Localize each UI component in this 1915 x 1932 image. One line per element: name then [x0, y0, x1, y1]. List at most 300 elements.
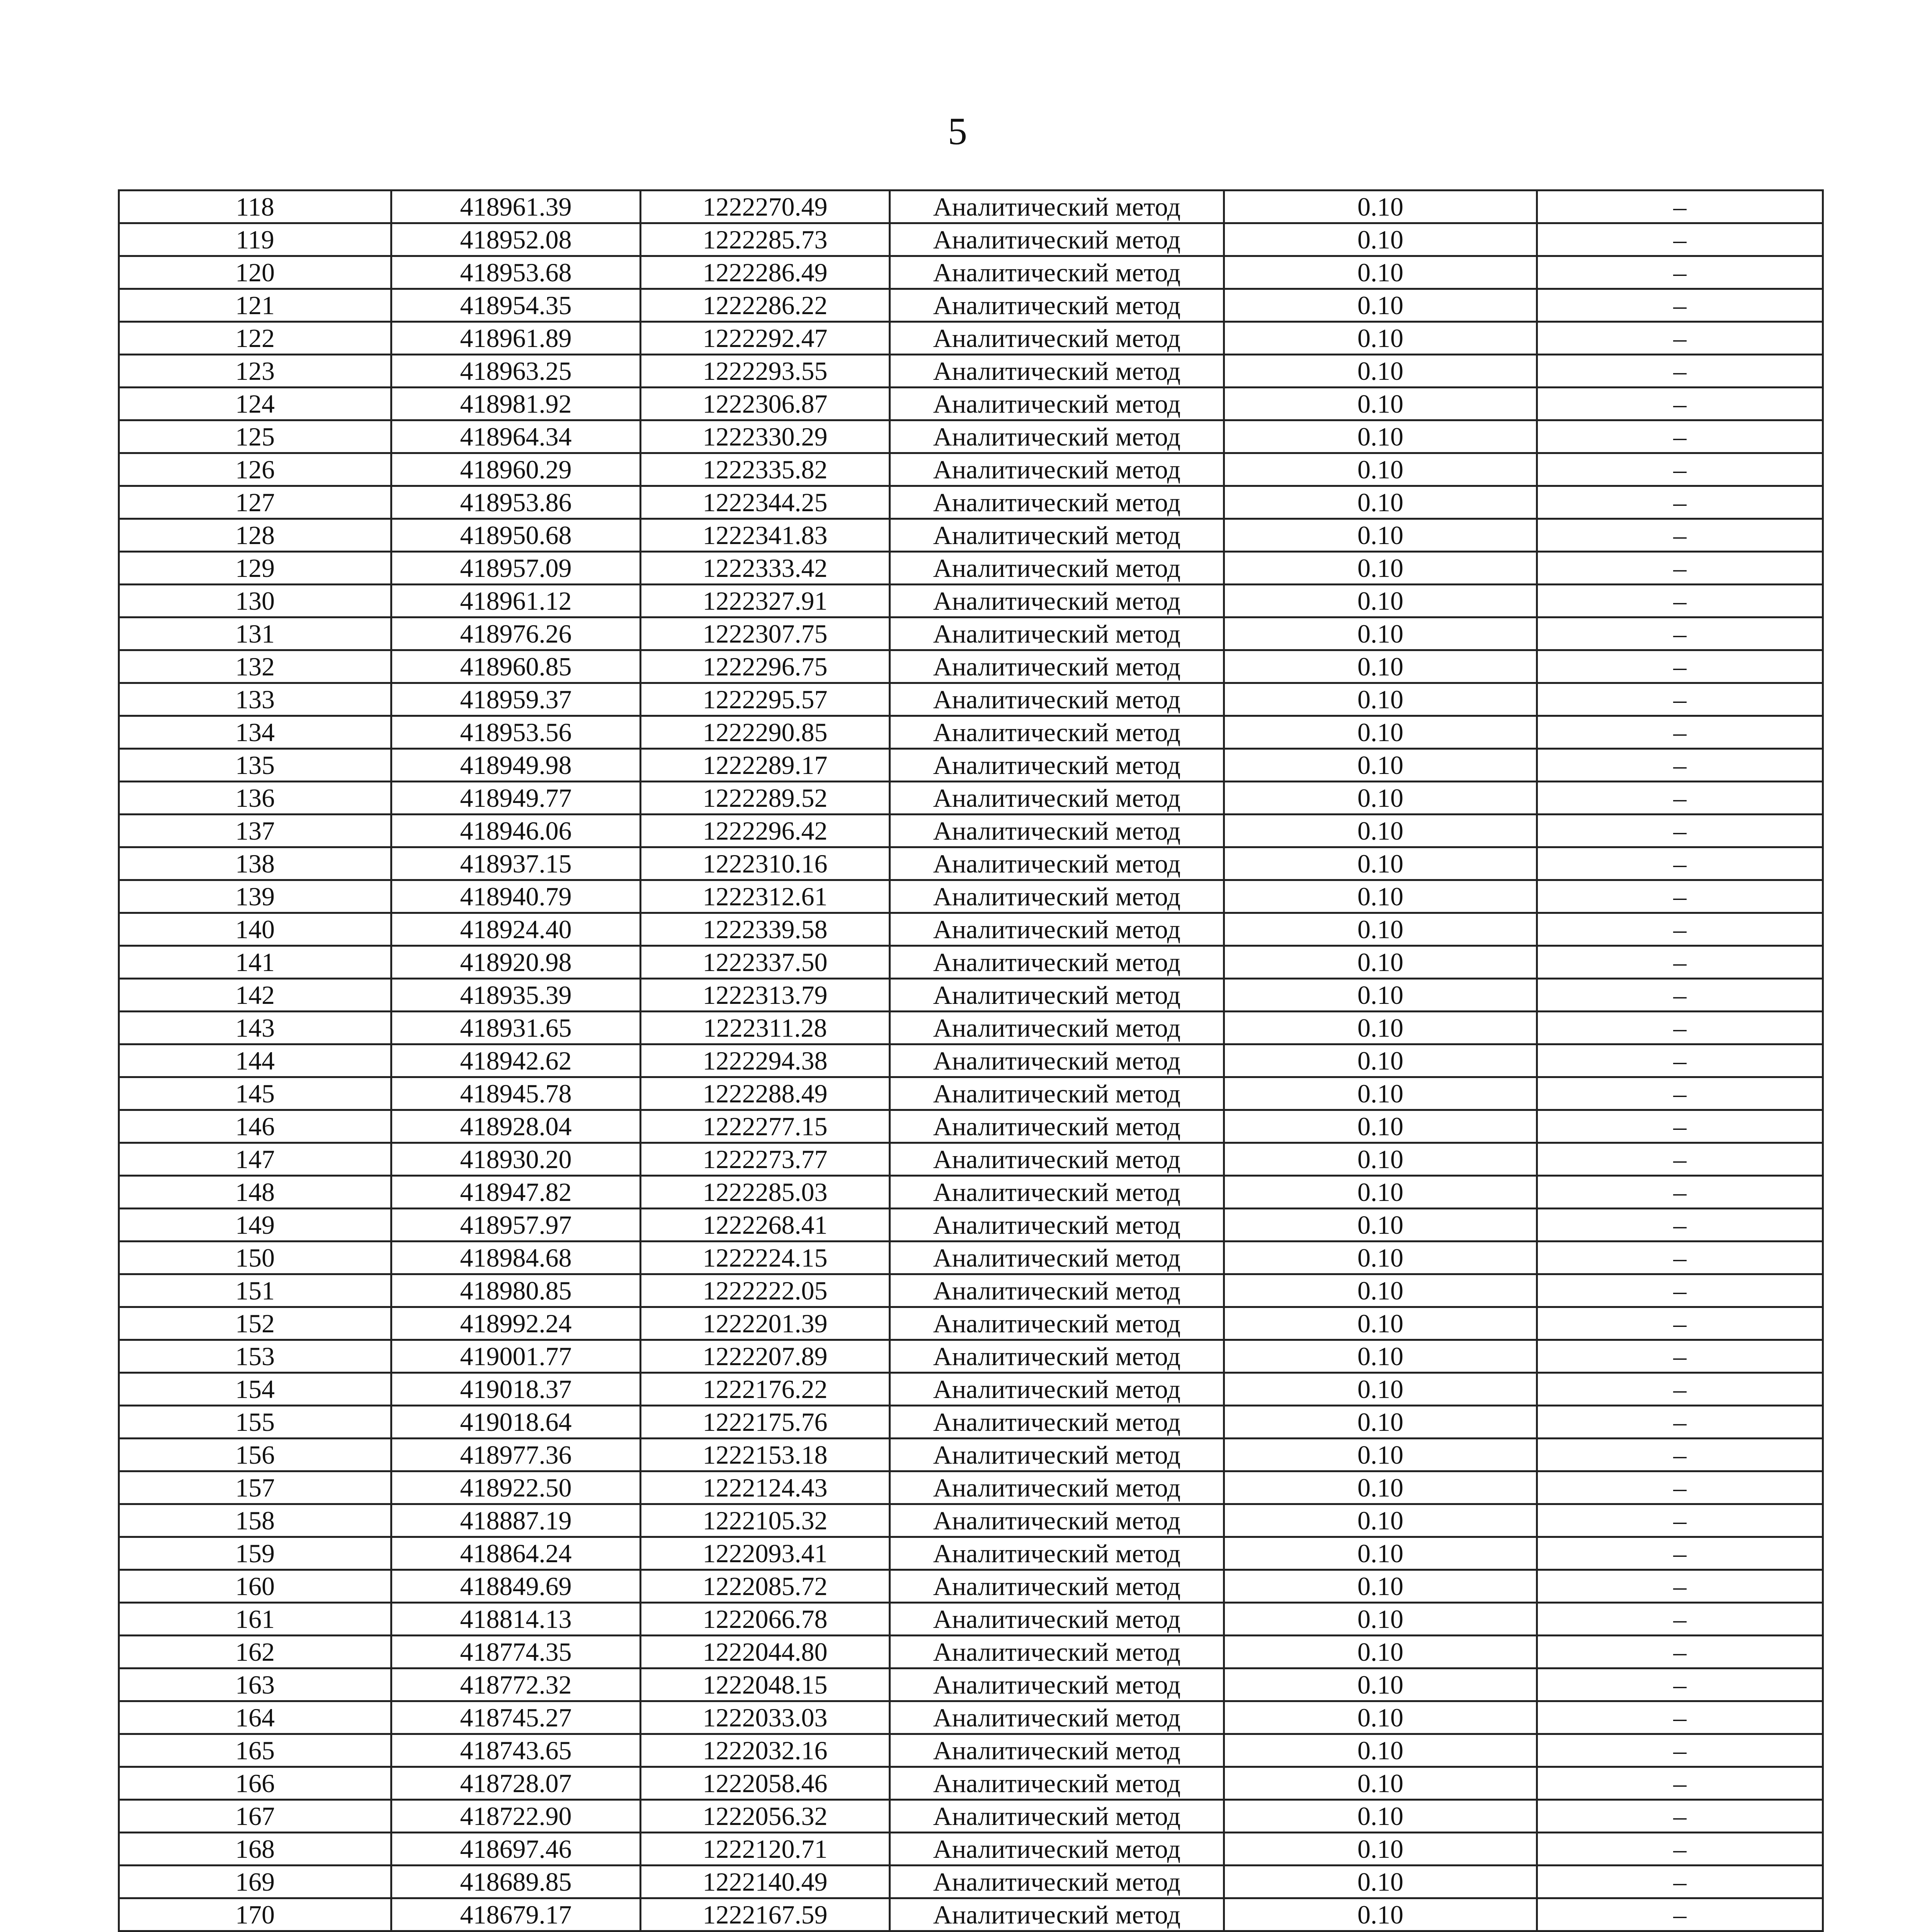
table-row — [119, 1439, 1823, 1471]
empty-dash-cell: – — [1537, 979, 1823, 1012]
table-row — [119, 847, 1823, 880]
y-coordinate-cell: 1222296.42 — [641, 815, 890, 847]
table-row — [119, 946, 1823, 979]
point-number-cell: 169 — [119, 1866, 391, 1898]
table-row — [119, 1734, 1823, 1767]
method-cell: Аналитический метод — [890, 223, 1224, 256]
y-coordinate-cell: 1222339.58 — [641, 913, 890, 946]
accuracy-cell: 0.10 — [1224, 1504, 1537, 1537]
table-row — [119, 1340, 1823, 1373]
x-coordinate-cell: 418946.06 — [391, 815, 641, 847]
method-cell: Аналитический метод — [890, 979, 1224, 1012]
method-cell: Аналитический метод — [890, 1636, 1224, 1668]
table-row — [119, 1274, 1823, 1307]
method-cell: Аналитический метод — [890, 453, 1224, 486]
empty-dash-cell: – — [1537, 1143, 1823, 1176]
accuracy-cell: 0.10 — [1224, 913, 1537, 946]
empty-dash-cell: – — [1537, 815, 1823, 847]
method-cell: Аналитический метод — [890, 650, 1224, 683]
table-row — [119, 1603, 1823, 1636]
method-cell: Аналитический метод — [890, 1307, 1224, 1340]
y-coordinate-cell: 1222311.28 — [641, 1012, 890, 1044]
point-number-cell: 168 — [119, 1833, 391, 1866]
x-coordinate-cell: 418980.85 — [391, 1274, 641, 1307]
table-row — [119, 420, 1823, 453]
x-coordinate-cell: 418920.98 — [391, 946, 641, 979]
point-number-cell: 137 — [119, 815, 391, 847]
y-coordinate-cell: 1222056.32 — [641, 1800, 890, 1833]
y-coordinate-cell: 1222066.78 — [641, 1603, 890, 1636]
empty-dash-cell: – — [1537, 1636, 1823, 1668]
method-cell: Аналитический метод — [890, 1077, 1224, 1110]
y-coordinate-cell: 1222289.17 — [641, 749, 890, 782]
method-cell: Аналитический метод — [890, 1373, 1224, 1406]
point-number-cell: 140 — [119, 913, 391, 946]
table-row — [119, 1504, 1823, 1537]
table-row — [119, 1636, 1823, 1668]
point-number-cell: 158 — [119, 1504, 391, 1537]
empty-dash-cell: – — [1537, 453, 1823, 486]
method-cell: Аналитический метод — [890, 617, 1224, 650]
table-row — [119, 1373, 1823, 1406]
empty-dash-cell: – — [1537, 913, 1823, 946]
method-cell: Аналитический метод — [890, 782, 1224, 815]
method-cell: Аналитический метод — [890, 1143, 1224, 1176]
accuracy-cell: 0.10 — [1224, 1307, 1537, 1340]
empty-dash-cell: – — [1537, 749, 1823, 782]
method-cell: Аналитический метод — [890, 256, 1224, 289]
table-row — [119, 880, 1823, 913]
empty-dash-cell: – — [1537, 1767, 1823, 1800]
accuracy-cell: 0.10 — [1224, 1077, 1537, 1110]
accuracy-cell: 0.10 — [1224, 1340, 1537, 1373]
x-coordinate-cell: 418947.82 — [391, 1176, 641, 1209]
x-coordinate-cell: 419018.37 — [391, 1373, 641, 1406]
table-row — [119, 1537, 1823, 1570]
accuracy-cell: 0.10 — [1224, 683, 1537, 716]
accuracy-cell: 0.10 — [1224, 1898, 1537, 1931]
table-row — [119, 716, 1823, 749]
accuracy-cell: 0.10 — [1224, 453, 1537, 486]
method-cell: Аналитический метод — [890, 190, 1224, 223]
method-cell: Аналитический метод — [890, 815, 1224, 847]
method-cell: Аналитический метод — [890, 1471, 1224, 1504]
x-coordinate-cell: 418960.29 — [391, 453, 641, 486]
table-row — [119, 979, 1823, 1012]
y-coordinate-cell: 1222330.29 — [641, 420, 890, 453]
accuracy-cell: 0.10 — [1224, 585, 1537, 617]
accuracy-cell: 0.10 — [1224, 486, 1537, 519]
x-coordinate-cell: 418728.07 — [391, 1767, 641, 1800]
point-number-cell: 144 — [119, 1044, 391, 1077]
y-coordinate-cell: 1222307.75 — [641, 617, 890, 650]
accuracy-cell: 0.10 — [1224, 749, 1537, 782]
y-coordinate-cell: 1222341.83 — [641, 519, 890, 552]
empty-dash-cell: – — [1537, 1570, 1823, 1603]
x-coordinate-cell: 418887.19 — [391, 1504, 641, 1537]
method-cell: Аналитический метод — [890, 1898, 1224, 1931]
table-row — [119, 519, 1823, 552]
accuracy-cell: 0.10 — [1224, 650, 1537, 683]
point-number-cell: 161 — [119, 1603, 391, 1636]
point-number-cell: 123 — [119, 355, 391, 388]
y-coordinate-cell: 1222344.25 — [641, 486, 890, 519]
x-coordinate-cell: 418942.62 — [391, 1044, 641, 1077]
point-number-cell: 120 — [119, 256, 391, 289]
table-row — [119, 1668, 1823, 1701]
point-number-cell: 166 — [119, 1767, 391, 1800]
accuracy-cell: 0.10 — [1224, 1242, 1537, 1274]
method-cell: Аналитический метод — [890, 749, 1224, 782]
y-coordinate-cell: 1222176.22 — [641, 1373, 890, 1406]
empty-dash-cell: – — [1537, 355, 1823, 388]
table-row — [119, 1044, 1823, 1077]
method-cell: Аналитический метод — [890, 1701, 1224, 1734]
y-coordinate-cell: 1222270.49 — [641, 190, 890, 223]
method-cell: Аналитический метод — [890, 1176, 1224, 1209]
accuracy-cell: 0.10 — [1224, 1866, 1537, 1898]
empty-dash-cell: – — [1537, 388, 1823, 420]
empty-dash-cell: – — [1537, 1701, 1823, 1734]
empty-dash-cell: – — [1537, 1077, 1823, 1110]
empty-dash-cell: – — [1537, 880, 1823, 913]
table-row — [119, 1800, 1823, 1833]
x-coordinate-cell: 418952.08 — [391, 223, 641, 256]
method-cell: Аналитический метод — [890, 1406, 1224, 1439]
x-coordinate-cell: 418928.04 — [391, 1110, 641, 1143]
empty-dash-cell: – — [1537, 1209, 1823, 1242]
y-coordinate-cell: 1222306.87 — [641, 388, 890, 420]
accuracy-cell: 0.10 — [1224, 322, 1537, 355]
x-coordinate-cell: 418953.68 — [391, 256, 641, 289]
method-cell: Аналитический метод — [890, 1800, 1224, 1833]
accuracy-cell: 0.10 — [1224, 1537, 1537, 1570]
method-cell: Аналитический метод — [890, 1866, 1224, 1898]
point-number-cell: 164 — [119, 1701, 391, 1734]
x-coordinate-cell: 418954.35 — [391, 289, 641, 322]
method-cell: Аналитический метод — [890, 519, 1224, 552]
x-coordinate-cell: 418953.86 — [391, 486, 641, 519]
y-coordinate-cell: 1222124.43 — [641, 1471, 890, 1504]
method-cell: Аналитический метод — [890, 1012, 1224, 1044]
point-number-cell: 157 — [119, 1471, 391, 1504]
table-row — [119, 782, 1823, 815]
point-number-cell: 150 — [119, 1242, 391, 1274]
x-coordinate-cell: 418940.79 — [391, 880, 641, 913]
empty-dash-cell: – — [1537, 847, 1823, 880]
y-coordinate-cell: 1222201.39 — [641, 1307, 890, 1340]
empty-dash-cell: – — [1537, 617, 1823, 650]
point-number-cell: 135 — [119, 749, 391, 782]
x-coordinate-cell: 418959.37 — [391, 683, 641, 716]
x-coordinate-cell: 418964.34 — [391, 420, 641, 453]
point-number-cell: 165 — [119, 1734, 391, 1767]
y-coordinate-cell: 1222277.15 — [641, 1110, 890, 1143]
empty-dash-cell: – — [1537, 1504, 1823, 1537]
table-row — [119, 289, 1823, 322]
table-row — [119, 683, 1823, 716]
method-cell: Аналитический метод — [890, 1110, 1224, 1143]
point-number-cell: 152 — [119, 1307, 391, 1340]
y-coordinate-cell: 1222293.55 — [641, 355, 890, 388]
accuracy-cell: 0.10 — [1224, 617, 1537, 650]
table-row — [119, 650, 1823, 683]
point-number-cell: 142 — [119, 979, 391, 1012]
x-coordinate-cell: 418961.39 — [391, 190, 641, 223]
point-number-cell: 125 — [119, 420, 391, 453]
method-cell: Аналитический метод — [890, 1570, 1224, 1603]
y-coordinate-cell: 1222048.15 — [641, 1668, 890, 1701]
accuracy-cell: 0.10 — [1224, 552, 1537, 585]
y-coordinate-cell: 1222296.75 — [641, 650, 890, 683]
empty-dash-cell: – — [1537, 1866, 1823, 1898]
point-number-cell: 155 — [119, 1406, 391, 1439]
empty-dash-cell: – — [1537, 322, 1823, 355]
y-coordinate-cell: 1222337.50 — [641, 946, 890, 979]
x-coordinate-cell: 418981.92 — [391, 388, 641, 420]
x-coordinate-cell: 418935.39 — [391, 979, 641, 1012]
table-row — [119, 1767, 1823, 1800]
y-coordinate-cell: 1222294.38 — [641, 1044, 890, 1077]
accuracy-cell: 0.10 — [1224, 1439, 1537, 1471]
x-coordinate-cell: 418937.15 — [391, 847, 641, 880]
method-cell: Аналитический метод — [890, 946, 1224, 979]
point-number-cell: 128 — [119, 519, 391, 552]
table-row — [119, 585, 1823, 617]
y-coordinate-cell: 1222285.03 — [641, 1176, 890, 1209]
y-coordinate-cell: 1222333.42 — [641, 552, 890, 585]
table-row — [119, 486, 1823, 519]
method-cell: Аналитический метод — [890, 683, 1224, 716]
accuracy-cell: 0.10 — [1224, 519, 1537, 552]
method-cell: Аналитический метод — [890, 388, 1224, 420]
x-coordinate-cell: 418922.50 — [391, 1471, 641, 1504]
accuracy-cell: 0.10 — [1224, 1570, 1537, 1603]
method-cell: Аналитический метод — [890, 1833, 1224, 1866]
x-coordinate-cell: 418745.27 — [391, 1701, 641, 1734]
table-row — [119, 190, 1823, 223]
table-row — [119, 1209, 1823, 1242]
point-number-cell: 147 — [119, 1143, 391, 1176]
y-coordinate-cell: 1222033.03 — [641, 1701, 890, 1734]
point-number-cell: 170 — [119, 1898, 391, 1931]
x-coordinate-cell: 418961.12 — [391, 585, 641, 617]
x-coordinate-cell: 418689.85 — [391, 1866, 641, 1898]
y-coordinate-cell: 1222273.77 — [641, 1143, 890, 1176]
empty-dash-cell: – — [1537, 1800, 1823, 1833]
empty-dash-cell: – — [1537, 256, 1823, 289]
y-coordinate-cell: 1222295.57 — [641, 683, 890, 716]
empty-dash-cell: – — [1537, 1110, 1823, 1143]
point-number-cell: 127 — [119, 486, 391, 519]
method-cell: Аналитический метод — [890, 1340, 1224, 1373]
point-number-cell: 163 — [119, 1668, 391, 1701]
y-coordinate-cell: 1222120.71 — [641, 1833, 890, 1866]
method-cell: Аналитический метод — [890, 1242, 1224, 1274]
empty-dash-cell: – — [1537, 1307, 1823, 1340]
y-coordinate-cell: 1222286.22 — [641, 289, 890, 322]
x-coordinate-cell: 418977.36 — [391, 1439, 641, 1471]
point-number-cell: 134 — [119, 716, 391, 749]
table-row — [119, 1110, 1823, 1143]
point-number-cell: 167 — [119, 1800, 391, 1833]
point-number-cell: 136 — [119, 782, 391, 815]
x-coordinate-cell: 419001.77 — [391, 1340, 641, 1373]
empty-dash-cell: – — [1537, 190, 1823, 223]
table-row — [119, 1307, 1823, 1340]
accuracy-cell: 0.10 — [1224, 1734, 1537, 1767]
method-cell: Аналитический метод — [890, 1274, 1224, 1307]
empty-dash-cell: – — [1537, 519, 1823, 552]
table-row — [119, 1176, 1823, 1209]
empty-dash-cell: – — [1537, 486, 1823, 519]
coordinates-table — [118, 189, 1824, 1932]
method-cell: Аналитический метод — [890, 1668, 1224, 1701]
method-cell: Аналитический метод — [890, 1504, 1224, 1537]
y-coordinate-cell: 1222290.85 — [641, 716, 890, 749]
accuracy-cell: 0.10 — [1224, 256, 1537, 289]
method-cell: Аналитический метод — [890, 355, 1224, 388]
accuracy-cell: 0.10 — [1224, 355, 1537, 388]
table-row — [119, 1242, 1823, 1274]
y-coordinate-cell: 1222312.61 — [641, 880, 890, 913]
point-number-cell: 130 — [119, 585, 391, 617]
accuracy-cell: 0.10 — [1224, 420, 1537, 453]
table-row — [119, 1833, 1823, 1866]
accuracy-cell: 0.10 — [1224, 815, 1537, 847]
x-coordinate-cell: 418679.17 — [391, 1898, 641, 1931]
point-number-cell: 145 — [119, 1077, 391, 1110]
table-row — [119, 749, 1823, 782]
empty-dash-cell: – — [1537, 716, 1823, 749]
point-number-cell: 146 — [119, 1110, 391, 1143]
method-cell: Аналитический метод — [890, 847, 1224, 880]
method-cell: Аналитический метод — [890, 880, 1224, 913]
x-coordinate-cell: 418950.68 — [391, 519, 641, 552]
empty-dash-cell: – — [1537, 585, 1823, 617]
point-number-cell: 126 — [119, 453, 391, 486]
method-cell: Аналитический метод — [890, 1439, 1224, 1471]
y-coordinate-cell: 1222327.91 — [641, 585, 890, 617]
y-coordinate-cell: 1222292.47 — [641, 322, 890, 355]
table-row — [119, 388, 1823, 420]
table-row — [119, 322, 1823, 355]
x-coordinate-cell: 418772.32 — [391, 1668, 641, 1701]
empty-dash-cell: – — [1537, 1340, 1823, 1373]
accuracy-cell: 0.10 — [1224, 1701, 1537, 1734]
x-coordinate-cell: 418963.25 — [391, 355, 641, 388]
x-coordinate-cell: 418743.65 — [391, 1734, 641, 1767]
table-row — [119, 256, 1823, 289]
y-coordinate-cell: 1222058.46 — [641, 1767, 890, 1800]
table-row — [119, 1077, 1823, 1110]
method-cell: Аналитический метод — [890, 420, 1224, 453]
y-coordinate-cell: 1222105.32 — [641, 1504, 890, 1537]
y-coordinate-cell: 1222085.72 — [641, 1570, 890, 1603]
accuracy-cell: 0.10 — [1224, 1012, 1537, 1044]
empty-dash-cell: – — [1537, 1898, 1823, 1931]
point-number-cell: 143 — [119, 1012, 391, 1044]
empty-dash-cell: – — [1537, 1537, 1823, 1570]
x-coordinate-cell: 418992.24 — [391, 1307, 641, 1340]
x-coordinate-cell: 418953.56 — [391, 716, 641, 749]
x-coordinate-cell: 418957.09 — [391, 552, 641, 585]
accuracy-cell: 0.10 — [1224, 1143, 1537, 1176]
page-number: 5 — [948, 110, 967, 153]
table-row — [119, 1701, 1823, 1734]
empty-dash-cell: – — [1537, 1471, 1823, 1504]
empty-dash-cell: – — [1537, 1668, 1823, 1701]
accuracy-cell: 0.10 — [1224, 1668, 1537, 1701]
empty-dash-cell: – — [1537, 650, 1823, 683]
point-number-cell: 133 — [119, 683, 391, 716]
y-coordinate-cell: 1222288.49 — [641, 1077, 890, 1110]
empty-dash-cell: – — [1537, 946, 1823, 979]
x-coordinate-cell: 418961.89 — [391, 322, 641, 355]
method-cell: Аналитический метод — [890, 1734, 1224, 1767]
accuracy-cell: 0.10 — [1224, 1176, 1537, 1209]
point-number-cell: 129 — [119, 552, 391, 585]
point-number-cell: 154 — [119, 1373, 391, 1406]
empty-dash-cell: – — [1537, 1044, 1823, 1077]
y-coordinate-cell: 1222285.73 — [641, 223, 890, 256]
method-cell: Аналитический метод — [890, 322, 1224, 355]
accuracy-cell: 0.10 — [1224, 1800, 1537, 1833]
x-coordinate-cell: 418931.65 — [391, 1012, 641, 1044]
x-coordinate-cell: 418814.13 — [391, 1603, 641, 1636]
point-number-cell: 121 — [119, 289, 391, 322]
accuracy-cell: 0.10 — [1224, 1636, 1537, 1668]
table-row — [119, 1898, 1823, 1931]
table-row — [119, 815, 1823, 847]
point-number-cell: 124 — [119, 388, 391, 420]
table-row — [119, 223, 1823, 256]
empty-dash-cell: – — [1537, 1242, 1823, 1274]
table-row — [119, 1012, 1823, 1044]
y-coordinate-cell: 1222222.05 — [641, 1274, 890, 1307]
y-coordinate-cell: 1222268.41 — [641, 1209, 890, 1242]
x-coordinate-cell: 418722.90 — [391, 1800, 641, 1833]
accuracy-cell: 0.10 — [1224, 946, 1537, 979]
empty-dash-cell: – — [1537, 1603, 1823, 1636]
point-number-cell: 149 — [119, 1209, 391, 1242]
accuracy-cell: 0.10 — [1224, 190, 1537, 223]
empty-dash-cell: – — [1537, 1439, 1823, 1471]
point-number-cell: 131 — [119, 617, 391, 650]
empty-dash-cell: – — [1537, 420, 1823, 453]
empty-dash-cell: – — [1537, 1734, 1823, 1767]
y-coordinate-cell: 1222153.18 — [641, 1439, 890, 1471]
accuracy-cell: 0.10 — [1224, 1833, 1537, 1866]
x-coordinate-cell: 418949.77 — [391, 782, 641, 815]
y-coordinate-cell: 1222335.82 — [641, 453, 890, 486]
method-cell: Аналитический метод — [890, 1603, 1224, 1636]
accuracy-cell: 0.10 — [1224, 388, 1537, 420]
x-coordinate-cell: 418930.20 — [391, 1143, 641, 1176]
method-cell: Аналитический метод — [890, 585, 1224, 617]
accuracy-cell: 0.10 — [1224, 1373, 1537, 1406]
y-coordinate-cell: 1222167.59 — [641, 1898, 890, 1931]
empty-dash-cell: – — [1537, 1373, 1823, 1406]
accuracy-cell: 0.10 — [1224, 1406, 1537, 1439]
method-cell: Аналитический метод — [890, 1044, 1224, 1077]
point-number-cell: 148 — [119, 1176, 391, 1209]
empty-dash-cell: – — [1537, 1833, 1823, 1866]
accuracy-cell: 0.10 — [1224, 880, 1537, 913]
x-coordinate-cell: 419018.64 — [391, 1406, 641, 1439]
x-coordinate-cell: 418945.78 — [391, 1077, 641, 1110]
accuracy-cell: 0.10 — [1224, 979, 1537, 1012]
